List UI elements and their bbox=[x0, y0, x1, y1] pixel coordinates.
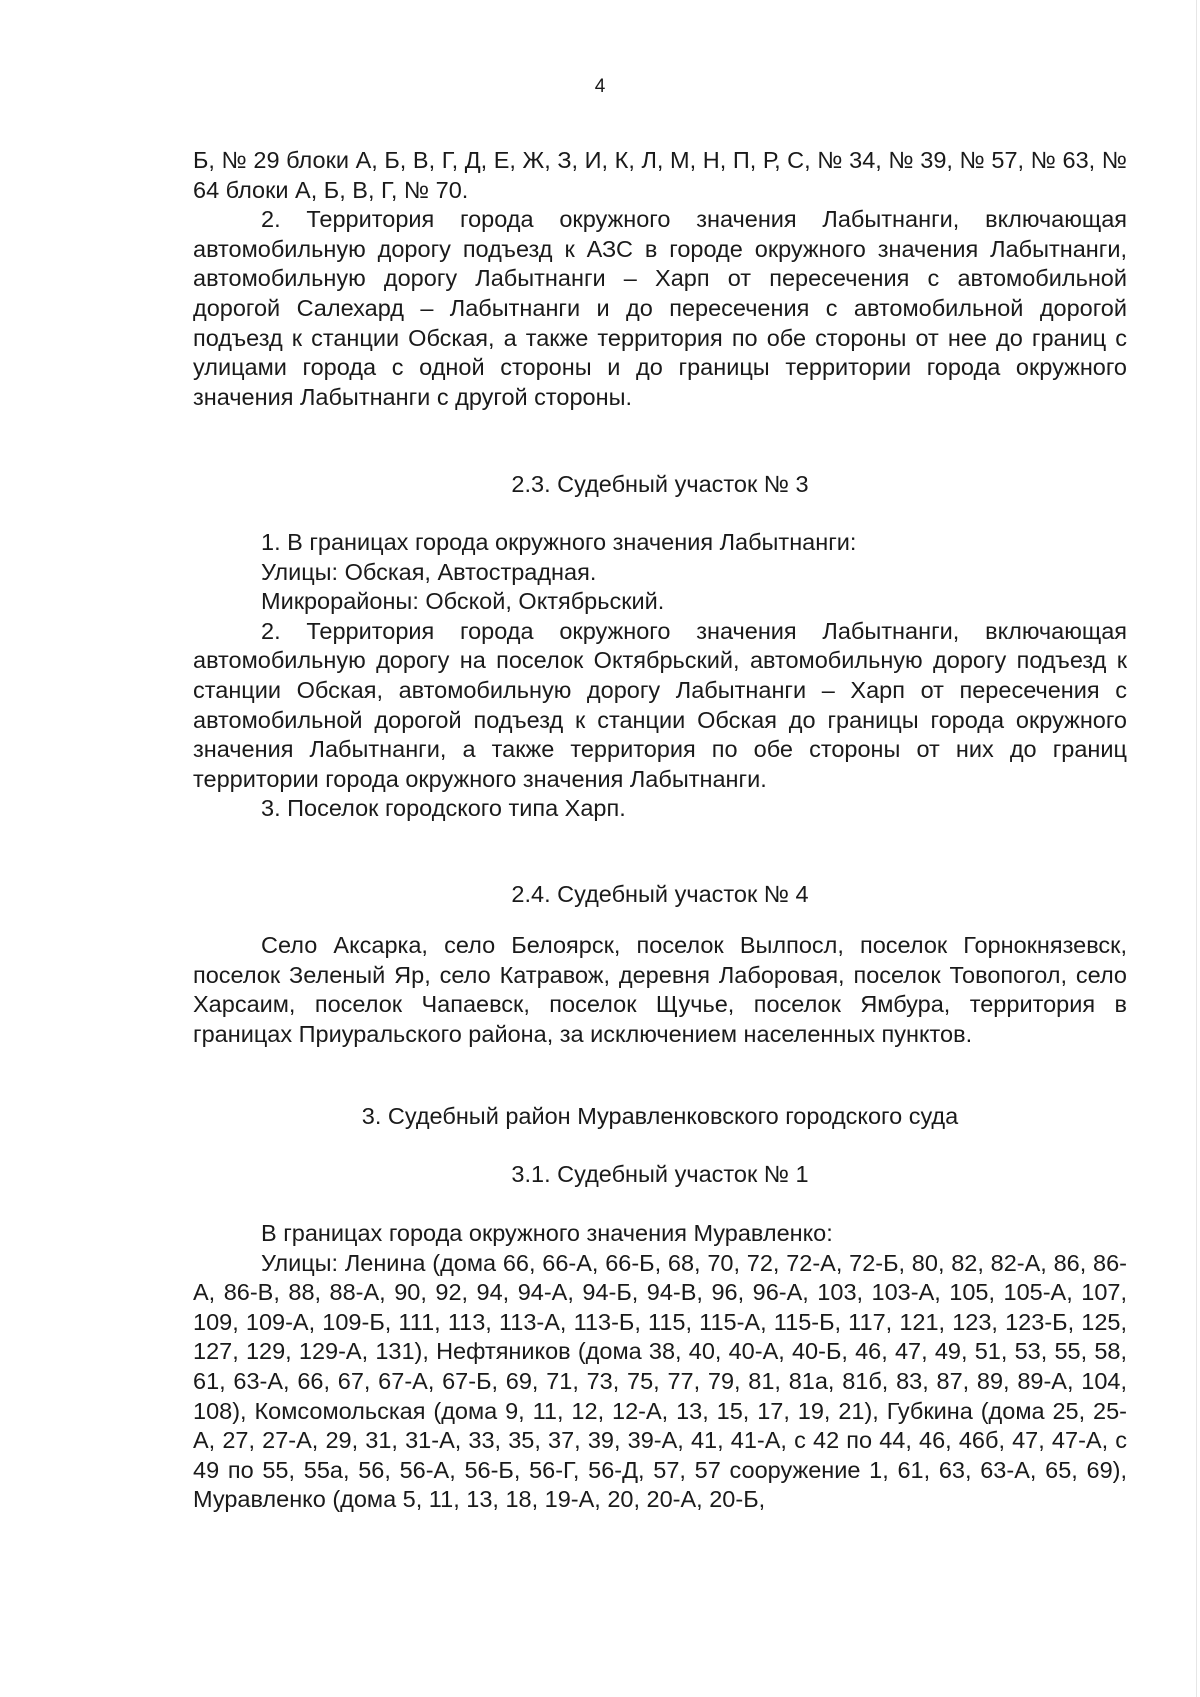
paragraph-streets: Улицы: Обская, Автострадная. bbox=[261, 558, 597, 585]
section-2-4 bbox=[193, 880, 1127, 910]
paragraph-item-3: 3. Поселок городского типа Харп. bbox=[261, 795, 626, 822]
section-heading-3-1: 3.1. Судебный участок № 1 bbox=[511, 1161, 809, 1187]
section-heading-2-3: 2.3. Судебный участок № 3 bbox=[511, 471, 809, 497]
section-3-1-body bbox=[193, 1219, 1127, 1515]
continuation-section bbox=[193, 146, 1127, 412]
paragraph-settlements: Село Аксарка, село Белоярск, поселок Вылпосл, поселок Горнокнязевск, поселок Зеленый Яр, село Катравож, деревня Лаборовая, поселок Товопогол, село Харсаим, поселок Чапаевск, поселок Щучье, поселок Ямбура, территория в границах Приуральского района, за исключением населенных пунктов. bbox=[193, 932, 1127, 1047]
paragraph-item-2-territory: 2. Территория города окружного значения Лабытнанги, включающая автомобильную дорогу подъезд к АЗС в городе окружного значения Лабытнанги, автомобильную дорогу Лабытнанги – Харп от пересечения с автомобильной дорогой Салехард – Лабытнанги и до пересечения с автомобильной дорогой подъезд к станции Обская, а также территория по обе стороны от нее до границ с улицами города с одной стороны и до границы территории города окружного значения Лабытнанги с другой стороны. bbox=[193, 206, 1127, 410]
paragraph-item-1: 1. В границах города окружного значения Лабытнанги: bbox=[261, 529, 857, 555]
section-heading-2-4: 2.4. Судебный участок № 4 bbox=[511, 881, 809, 907]
page-number: 4 bbox=[594, 76, 606, 97]
section-2-3 bbox=[193, 470, 1127, 500]
scan-edge-line bbox=[1196, 0, 1197, 1697]
paragraph-streets-list: Улицы: Ленина (дома 66, 66-А, 66-Б, 68, 70, 72, 72-А, 72-Б, 80, 82, 82-А, 86, 86-А, 86-В, 88, 88-А, 90, 92, 94, 94-А, 94-Б, 94-В, 96, 96-А, 103, 103-А, 105, 105-А, 107, 109, 109-А, 109-Б, 111, 113, 113-А, 113-Б, 115, 115-А, 115-Б, 117, 121, 123, 123-Б, 125, 127, 129, 129-А, 131), Нефтяников (дома 38, 40, 40-А, 40-Б, 46, 47, 49, 51, 53, 55, 58, 61, 63-А, 66, 67, 67-А, 67-Б, 69, 71, 73, 75, 77, 79, 81, 81а, 81б, 83, 87, 89, 89-А, 104, 108), Комсомольская (дома 9, 11, 12, 12-А, 13, 15, 17, 19, 21), Губкина (дома 25, 25-А, 27, 27-А, 29, 31, 31-А, 33, 35, 37, 39, 39-А, 41, 41-А, с 42 по 44, 46, 46б, 47, 47-А, с 49 по 55, 55а, 56, 56-А, 56-Б, 56-Г, 56-Д, 57, 57 сооружение 1, 61, 63, 63-А, 65, 69), Муравленко (дома 5, 11, 13, 18, 19-А, 20, 20-А, 20-Б, bbox=[193, 1249, 1127, 1513]
section-2-3-body bbox=[193, 528, 1127, 824]
section-heading-3: 3. Судебный район Муравленковского городского суда bbox=[361, 1103, 959, 1129]
paragraph-city-boundaries: В границах города окружного значения Муравленко: bbox=[261, 1220, 833, 1246]
section-2-4-body bbox=[193, 931, 1127, 1049]
section-3-1 bbox=[193, 1160, 1127, 1190]
paragraph-microdistricts: Микрорайоны: Обской, Октябрьский. bbox=[261, 588, 665, 615]
section-3 bbox=[193, 1102, 1127, 1132]
paragraph-item-2-territory: 2. Территория города окружного значения Лабытнанги, включающая автомобильную дорогу на поселок Октябрьский, автомобильную дорогу подъезд к станции Обская, автомобильную дорогу Лабытнанги – Харп от пересечения с автомобильной дорогой подъезд к станции Обская до границы города окружного значения Лабытнанги, а также территория по обе стороны от них до границ территории города окружного значения Лабытнанги. bbox=[193, 617, 1127, 792]
paragraph-continuation: Б, № 29 блоки А, Б, В, Г, Д, Е, Ж, З, И, К, Л, М, Н, П, Р, С, № 34, № 39, № 57, № 63, № 64 блоки А, Б, В, Г, № 70. bbox=[193, 147, 1127, 203]
